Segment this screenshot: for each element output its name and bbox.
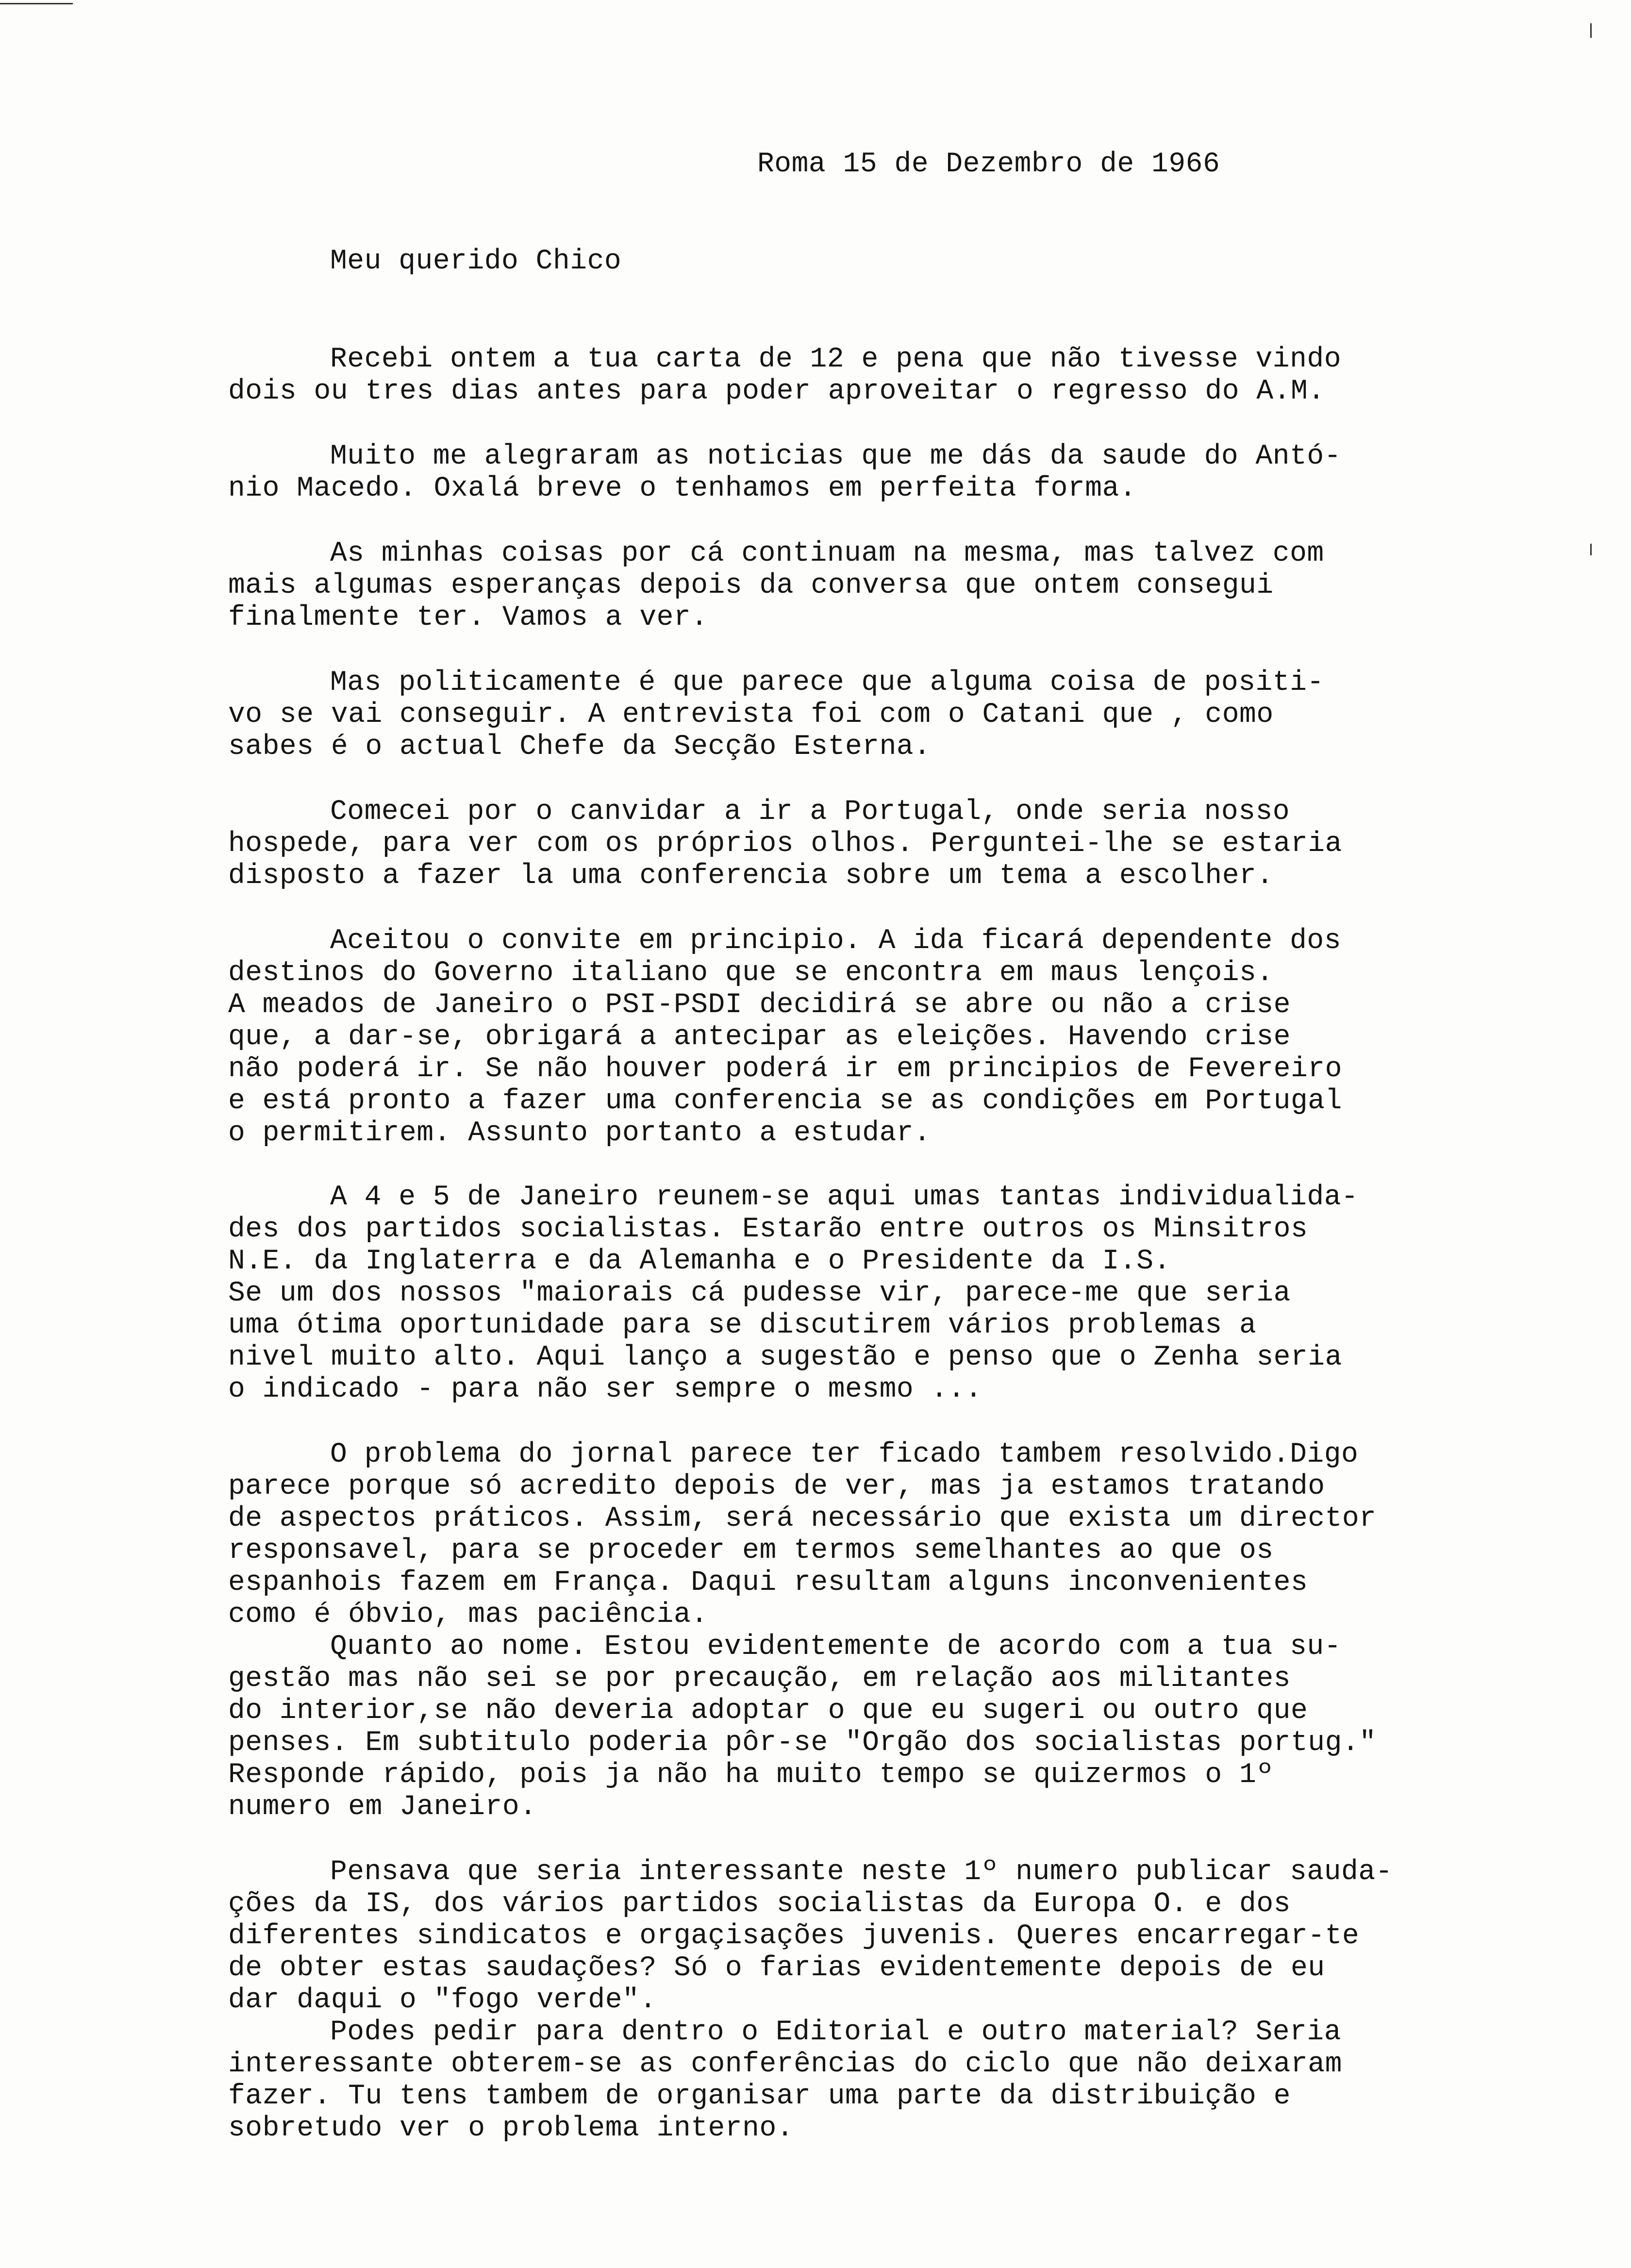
- scan-mark-right-2: [1590, 544, 1592, 555]
- paragraph-line: Podes pedir para dentro o Editorial e outro material? Seria: [330, 2017, 1342, 2048]
- paragraph-line: do interior,se não deveria adoptar o que eu sugeri ou outro que: [228, 1695, 1308, 1727]
- paragraph-line: numero em Janeiro.: [228, 1791, 537, 1823]
- paragraph-line: diferentes sindicatos e orgaçisações juvenis. Queres encarregar-te: [228, 1920, 1360, 1952]
- paragraph-line: Muito me alegraram as noticias que me dás da saude do Antó-: [330, 441, 1342, 472]
- paragraph-line: O problema do jornal parece ter ficado tambem resolvido.Digo: [330, 1439, 1359, 1470]
- paragraph-line: gestão mas não sei se por precaução, em relação aos militantes: [228, 1663, 1291, 1695]
- paragraph-line: interessante obterem-se as conferências do ciclo que não deixaram: [228, 2049, 1342, 2080]
- paragraph-line: finalmente ter. Vamos a ver.: [228, 602, 708, 634]
- paragraph-line: Aceitou o convite em principio. A ida ficará dependente dos: [330, 925, 1342, 957]
- paragraph-line: o indicado - para não ser sempre o mesmo ...: [228, 1374, 982, 1405]
- paragraph-line: Responde rápido, pois ja não ha muito tempo se quizermos o 1º: [228, 1759, 1274, 1791]
- paragraph-line: de obter estas saudações? Só o farias evidentemente depois de eu: [228, 1952, 1325, 1984]
- paragraph-line: Pensava que seria interessante neste 1º numero publicar sauda-: [330, 1856, 1393, 1888]
- paragraph-line: que, a dar-se, obrigará a antecipar as eleições. Havendo crise: [228, 1021, 1291, 1053]
- paragraph-line: vo se vai conseguir. A entrevista foi com o Catani que , como: [228, 699, 1274, 731]
- paragraph-line: uma ótima oportunidade para se discutirem vários problemas a: [228, 1310, 1257, 1341]
- paragraph-line: Recebi ontem a tua carta de 12 e pena que não tivesse vindo: [330, 344, 1342, 375]
- paragraph-line: fazer. Tu tens tambem de organisar uma parte da distribuição e: [228, 2081, 1291, 2112]
- paragraph-line: não poderá ir. Se não houver poderá ir em principios de Fevereiro: [228, 1053, 1342, 1085]
- scan-mark-right: [1590, 23, 1592, 38]
- paragraph-line: dar daqui o "fogo verde".: [228, 1984, 657, 2016]
- paragraph-line: nio Macedo. Oxalá breve o tenhamos em perfeita forma.: [228, 473, 1137, 504]
- paragraph-line: espanhois fazem em França. Daqui resultam alguns inconvenientes: [228, 1567, 1308, 1599]
- paragraph-line: As minhas coisas por cá continuam na mesma, mas talvez com: [330, 538, 1324, 569]
- paragraph-line: hospede, para ver com os próprios olhos. Perguntei-lhe se estaria: [228, 828, 1342, 860]
- paragraph-line: Se um dos nossos "maiorais cá pudesse vir, parece-me que seria: [228, 1278, 1291, 1309]
- paragraph-line: Comecei por o canvidar a ir a Portugal, onde seria nosso: [330, 796, 1290, 828]
- paragraph-line: disposto a fazer la uma conferencia sobre um tema a escolher.: [228, 860, 1274, 892]
- paragraph-line: mais algumas esperanças depois da conversa que ontem consegui: [228, 570, 1274, 601]
- paragraph-line: dois ou tres dias antes para poder aproveitar o regresso do A.M.: [228, 376, 1325, 407]
- paragraph-line: Mas politicamente é que parece que alguma coisa de positi-: [330, 667, 1324, 699]
- paragraph-line: como é óbvio, mas paciência.: [228, 1599, 708, 1631]
- paragraph-line: destinos do Governo italiano que se encontra em maus lençois.: [228, 957, 1274, 989]
- paragraph-line: nivel muito alto. Aqui lanço a sugestão e penso que o Zenha seria: [228, 1342, 1342, 1373]
- paragraph-line: A 4 e 5 de Janeiro reunem-se aqui umas tantas individualida-: [330, 1182, 1359, 1213]
- paragraph-line: des dos partidos socialistas. Estarão entre outros os Minsitros: [228, 1214, 1308, 1245]
- paragraph-line: sabes é o actual Chefe da Secção Esterna.: [228, 731, 931, 763]
- paragraph-line: ções da IS, dos vários partidos socialistas da Europa O. e dos: [228, 1888, 1291, 1920]
- paragraph-line: penses. Em subtitulo poderia pôr-se "Orgão dos socialistas portug.": [228, 1727, 1377, 1759]
- paragraph-line: sobretudo ver o problema interno.: [228, 2113, 794, 2144]
- scan-mark-top-left: [0, 3, 73, 4]
- paragraph-line: parece porque só acredito depois de ver, mas ja estamos tratando: [228, 1471, 1325, 1502]
- letter-date: Roma 15 de Dezembro de 1966: [757, 149, 1220, 180]
- paragraph-line: Quanto ao nome. Estou evidentemente de acordo com a tua su-: [330, 1631, 1342, 1663]
- paragraph-line: o permitirem. Assunto portanto a estudar.: [228, 1117, 931, 1149]
- paragraph-line: responsavel, para se proceder em termos semelhantes ao que os: [228, 1535, 1274, 1567]
- paragraph-line: de aspectos práticos. Assim, será necessário que exista um director: [228, 1503, 1377, 1534]
- paragraph-line: e está pronto a fazer uma conferencia se as condições em Portugal: [228, 1085, 1342, 1117]
- letter-salutation: Meu querido Chico: [330, 246, 622, 277]
- paragraph-line: N.E. da Inglaterra e da Alemanha e o Presidente da I.S.: [228, 1246, 1171, 1277]
- paragraph-line: A meados de Janeiro o PSI-PSDI decidirá se abre ou não a crise: [228, 989, 1291, 1021]
